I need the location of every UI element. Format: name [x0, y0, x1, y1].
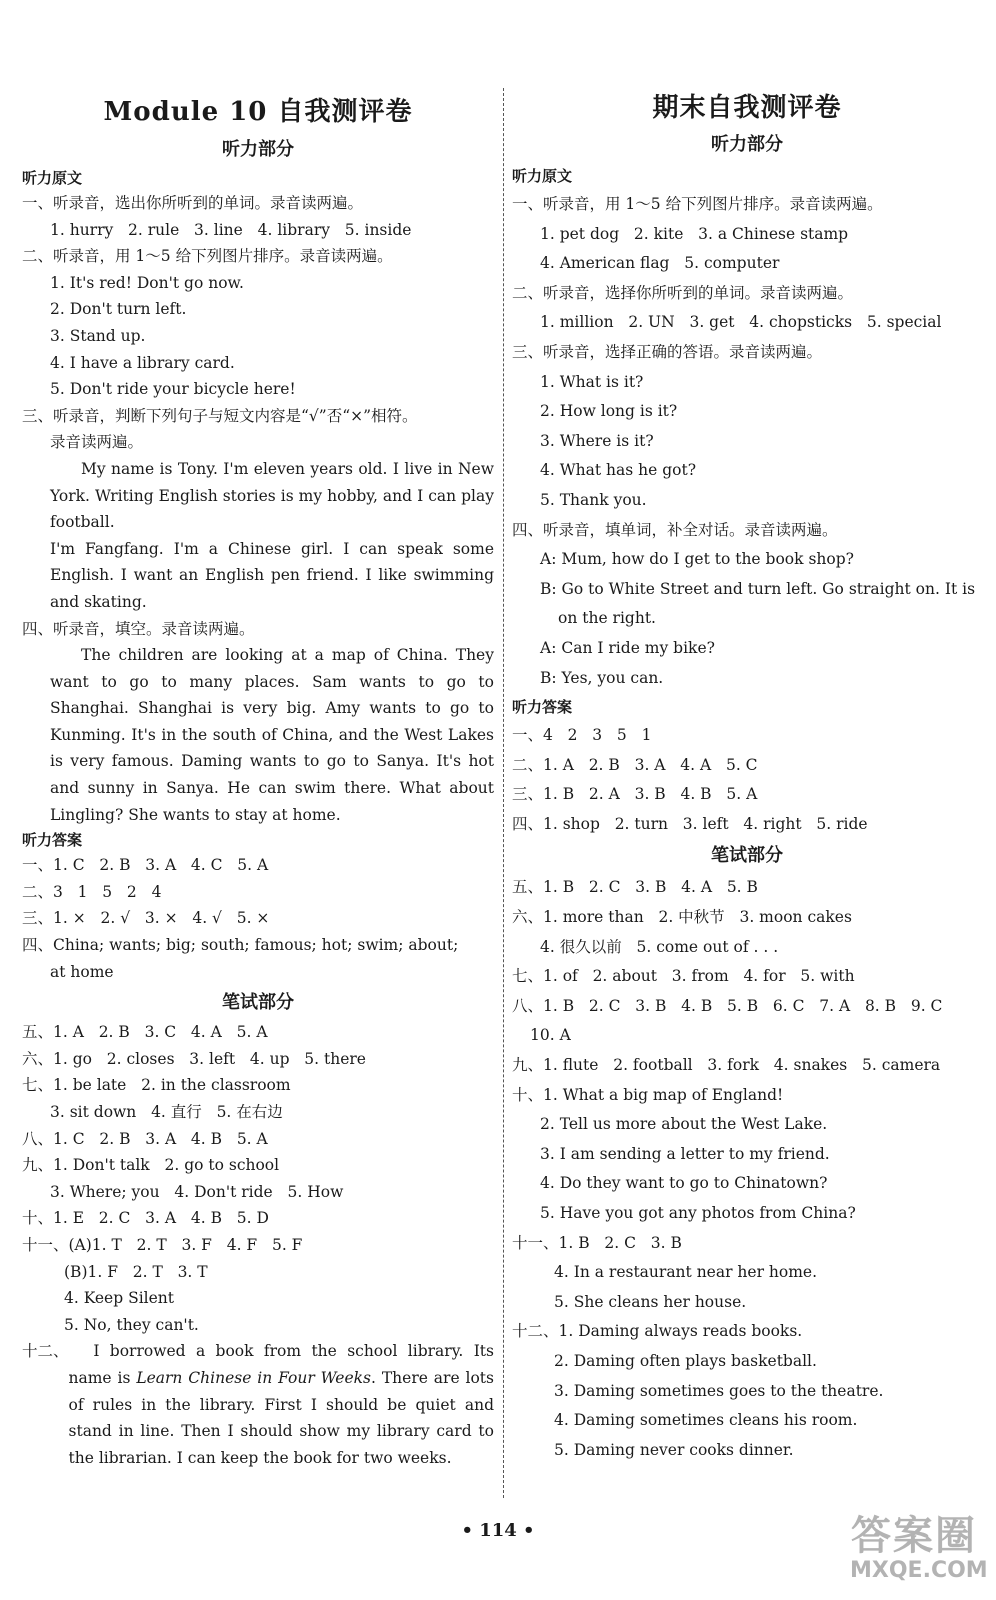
left-written-line: 十、1. E 2. C 3. A 4. B 5. D: [22, 1209, 269, 1228]
right-answer-line: 三、1. B 2. A 3. B 4. B 5. A: [512, 785, 758, 804]
right-s3-line: 3. Where is it?: [540, 431, 654, 450]
left-s12-num: 十二、: [22, 1342, 69, 1361]
left-s3-para1: My name is Tony. I'm eleven years old. I live in New York. Writing English stories is my hobby, and I can play football.: [50, 459, 494, 532]
column-divider: [503, 88, 504, 1498]
left-s12-book-title: Learn Chinese in Four Weeks: [136, 1368, 371, 1387]
left-answer-line: 二、3 1 5 2 4: [22, 882, 162, 901]
left-s3-head: 三、听录音，判断下列句子与短文内容是“√”否“×”相符。: [22, 406, 418, 425]
right-written-line: 2. Tell us more about the West Lake.: [540, 1115, 828, 1134]
left-s2-line: 1. It's red! Don't go now.: [50, 273, 244, 292]
left-s4-para: The children are looking at a map of China. They want to go to many places. Sam wants to go to Shanghai. Shanghai is very big. Amy wants to go to Kunming. It's in the south of China, and the West Lakes is very famous. Daming wants to go to Sanya. It's hot and sunny in Sanya. He can swim there. What about Lingling? She wants to stay at home.: [50, 646, 494, 824]
right-listening-heading: 听力部分: [711, 134, 783, 155]
right-written-line: 2. Daming often plays basketball.: [554, 1351, 817, 1370]
right-s4-line: A: Can I ride my bike?: [540, 638, 715, 657]
right-s3-line: 4. What has he got?: [540, 461, 697, 480]
left-written-line: 十一、(A)1. T 2. T 3. F 4. F 5. F: [22, 1235, 303, 1254]
right-written-line: 5. She cleans her house.: [554, 1292, 747, 1311]
left-s12-post: . There are lots of rules in the library. First I should be quiet and stand in line. Then I should show my library card to the librarian. I can keep the book for two weeks.: [68, 1368, 494, 1467]
left-written-heading: 笔试部分: [222, 992, 294, 1014]
left-s12-text: [69, 1338, 494, 1471]
right-written-heading: 笔试部分: [711, 845, 783, 867]
right-written-line: 六、1. more than 2. 中秋节 3. moon cakes: [512, 908, 852, 927]
left-answers-label: 听力答案: [22, 831, 83, 850]
left-s2-line: 2. Don't turn left.: [50, 300, 187, 319]
right-s1-head: 一、听录音，用 1～5 给下列图片排序。录音读两遍。: [512, 195, 883, 213]
right-written-line: 十、1. What a big map of England!: [512, 1085, 784, 1104]
right-s2-line: 1. million 2. UN 3. get 4. chopsticks 5. special: [540, 313, 942, 332]
right-written-line: 八、1. B 2. C 3. B 4. B 5. B 6. C 7. A 8. B 9. C: [512, 996, 943, 1015]
right-written-line: 4. Do they want to go to Chinatown?: [540, 1174, 828, 1193]
right-written-line: 3. I am sending a letter to my friend.: [540, 1144, 830, 1163]
left-written-line: 六、1. go 2. closes 3. left 4. up 5. there: [22, 1049, 366, 1068]
left-written-line: 五、1. A 2. B 3. C 4. A 5. A: [22, 1023, 268, 1042]
left-s1-items: 1. hurry 2. rule 3. line 4. library 5. inside: [50, 220, 412, 239]
right-s4-line: B: Go to White Street and turn left. Go straight on. It is: [540, 579, 976, 598]
right-title: 期末自我测评卷: [652, 93, 842, 123]
right-s4-head: 四、听录音，填单词，补全对话。录音读两遍。: [512, 520, 838, 539]
right-written-line: 十一、1. B 2. C 3. B: [512, 1233, 682, 1252]
left-s1-head: 一、听录音，选出你所听到的单词。录音读两遍。: [22, 194, 364, 212]
right-s4-line: on the right.: [558, 609, 656, 628]
right-written-line: 九、1. flute 2. football 3. fork 4. snakes 5. camera: [512, 1056, 941, 1075]
left-answer-line: at home: [50, 962, 114, 981]
left-title: Module 10 自我测评卷: [103, 97, 413, 127]
left-written-line: 七、1. be late 2. in the classroom: [22, 1076, 291, 1095]
left-s12-pre: I borrowed a book from the school library. Its name is: [68, 1342, 494, 1387]
right-s3-line: 1. What is it?: [540, 372, 644, 391]
left-column: [22, 88, 494, 1471]
left-s3-head2: 录音读两遍。: [50, 433, 144, 452]
right-s3-line: 5. Thank you.: [540, 490, 647, 509]
left-s2-head: 二、听录音，用 1～5 给下列图片排序。录音读两遍。: [22, 247, 393, 266]
left-written-line: 4. Keep Silent: [64, 1289, 174, 1308]
right-s3-head: 三、听录音，选择正确的答语。录音读两遍。: [512, 342, 823, 361]
right-written-line: 5. Have you got any photos from China?: [540, 1204, 856, 1222]
right-s3-line: 2. How long is it?: [540, 402, 678, 421]
left-s2-line: 5. Don't ride your bicycle here!: [50, 380, 296, 399]
left-answer-line: 一、1. C 2. B 3. A 4. C 5. A: [22, 856, 269, 875]
right-written-line: 4. Daming sometimes cleans his room.: [554, 1411, 858, 1430]
left-written-line: 3. sit down 4. 直行 5. 在右边: [50, 1103, 283, 1121]
watermark-top: 答案圈: [851, 1512, 977, 1559]
right-written-line: 十二、1. Daming always reads books.: [512, 1322, 803, 1341]
left-s2-line: 4. I have a library card.: [50, 353, 235, 372]
left-answer-line: 三、1. × 2. √ 3. × 4. √ 5. ×: [22, 909, 270, 928]
left-written-line: 5. No, they can't.: [64, 1315, 199, 1334]
right-written-line: 5. Daming never cooks dinner.: [554, 1440, 794, 1459]
watermark-logo: [850, 1512, 988, 1588]
watermark-bottom: MXQE.COM: [850, 1558, 988, 1583]
right-s2-head: 二、听录音，选择你所听到的单词。录音读两遍。: [512, 283, 854, 302]
left-written-line: 八、1. C 2. B 3. A 4. B 5. A: [22, 1129, 268, 1148]
left-s12: [22, 1338, 494, 1471]
right-written-line: 3. Daming sometimes goes to the theatre.: [554, 1381, 884, 1400]
left-script-label: 听力原文: [22, 169, 83, 187]
left-written-line: (B)1. F 2. T 3. T: [64, 1262, 208, 1281]
right-written-line: 七、1. of 2. about 3. from 4. for 5. with: [512, 967, 855, 986]
right-s1-line: 1. pet dog 2. kite 3. a Chinese stamp: [540, 224, 849, 243]
right-answer-line: 一、4 2 3 5 1: [512, 726, 652, 745]
right-s4-line: A: Mum, how do I get to the book shop?: [540, 550, 854, 569]
left-answer-line: 四、China; wants; big; south; famous; hot; swim; about;: [22, 936, 459, 955]
left-s3-para2: I'm Fangfang. I'm a Chinese girl. I can speak some English. I want an English pen friend. I like swimming and skating.: [50, 539, 494, 611]
right-s4-line: B: Yes, you can.: [540, 668, 664, 687]
page-number: • 114 •: [461, 1520, 535, 1541]
left-written-line: 九、1. Don't talk 2. go to school: [22, 1156, 280, 1175]
right-answer-line: 四、1. shop 2. turn 3. left 4. right 5. ride: [512, 814, 868, 833]
right-written-line: 五、1. B 2. C 3. B 4. A 5. B: [512, 878, 758, 897]
left-s2-line: 3. Stand up.: [50, 326, 146, 345]
right-script-label: 听力原文: [512, 167, 573, 185]
right-written-line: 4. 很久以前 5. come out of . . .: [540, 937, 779, 956]
left-s4-head: 四、听录音，填空。录音读两遍。: [22, 619, 255, 638]
right-s1-line: 4. American flag 5. computer: [540, 254, 780, 273]
right-column: [512, 88, 982, 1465]
left-written-line: 3. Where; you 4. Don't ride 5. How: [50, 1182, 344, 1201]
right-written-line: 10. A: [530, 1026, 571, 1045]
right-answers-label: 听力答案: [512, 698, 573, 717]
left-listening-heading: 听力部分: [222, 139, 294, 160]
right-answer-line: 二、1. A 2. B 3. A 4. A 5. C: [512, 755, 758, 774]
right-written-line: 4. In a restaurant near her home.: [554, 1263, 818, 1282]
